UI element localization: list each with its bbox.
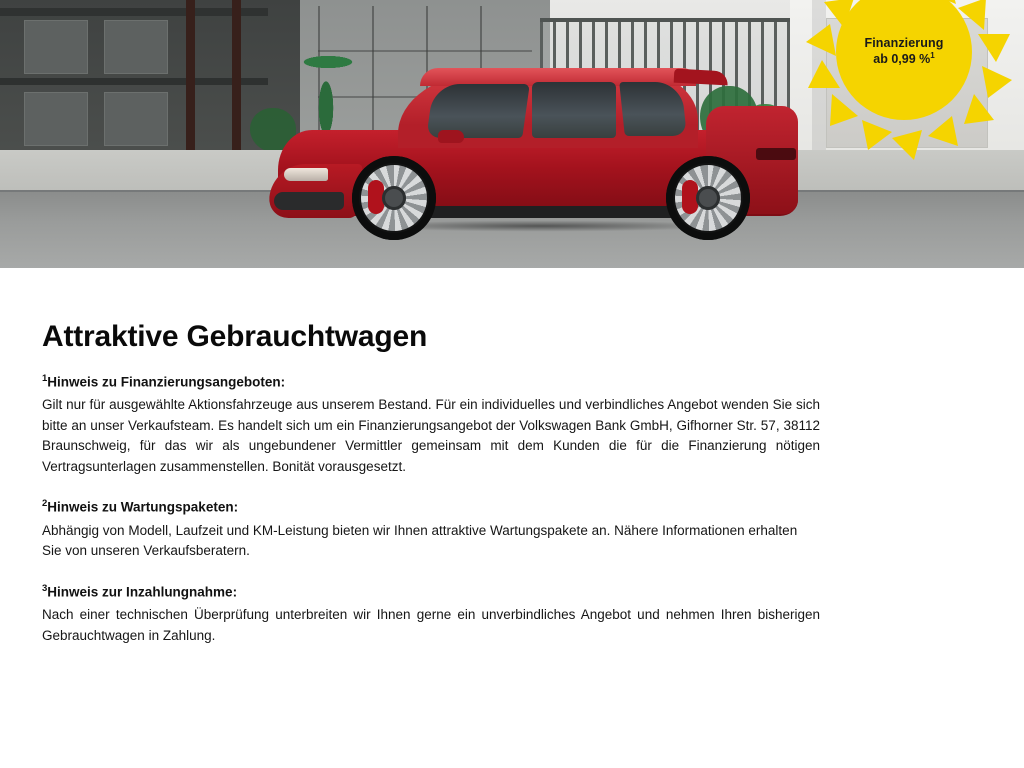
car-mirror [438, 130, 464, 143]
notes-list [42, 372, 820, 646]
note-tradein-heading [42, 582, 820, 602]
page-title: Attraktive Gebrauchtwagen [42, 320, 428, 354]
car-front-window [532, 82, 616, 138]
note-maintenance-heading [42, 497, 820, 517]
note-maintenance-marker: 2 [42, 498, 48, 510]
note-financing-body: Gilt nur für ausgewählte Aktionsfahrzeuge aus unserem Bestand. Für ein individuelles und verbindliches Angebot wenden Sie sich bitte an unser Verkaufsteam. Es handelt sich um ein Finanzierungsangebot der Volkswagen Bank GmbH, Gifhorner Str. 57, 38112 Braunschweig, für das wir als ungebundener Vermittler gemeinsam mit dem Kunden die für die Finanzierung nötigen Vertragsunterlagen zusammenstellen. Bonität vorausgesetzt. [42, 397, 820, 474]
pillar-1 [186, 0, 195, 150]
hero-image [0, 0, 1024, 268]
rear-hub [696, 186, 720, 210]
note-financing-heading [42, 372, 820, 392]
content-area [0, 268, 1024, 768]
badge-footnote: 1 [930, 51, 935, 61]
finanzierung-badge[interactable] [788, 0, 1018, 170]
note-tradein-marker: 3 [42, 582, 48, 594]
badge-line-1: Finanzierung [864, 35, 944, 50]
car-grille [274, 192, 344, 210]
car-golf-gti [270, 60, 810, 240]
balcony-rail-lower [0, 78, 268, 85]
note-maintenance [42, 497, 820, 561]
note-tradein [42, 582, 820, 646]
front-hub [382, 186, 406, 210]
note-maintenance-body: Abhängig von Modell, Laufzeit und KM-Leistung bieten wir Ihnen attraktive Wartungspakete an. Nähere Informationen erhalten Sie von unseren Verkaufsberatern. [42, 522, 798, 559]
car-front-wheel [352, 156, 436, 240]
window-left-3 [24, 92, 88, 146]
badge-line-2 [873, 51, 934, 68]
car-rear-wheel [666, 156, 750, 240]
window-left-1 [24, 20, 88, 74]
badge-line-2-text: ab 0,99 % [873, 52, 931, 67]
car-headlight [284, 168, 328, 181]
note-tradein-heading-text: Hinweis zur Inzahlungnahme: [47, 584, 238, 600]
window-left-2 [104, 20, 168, 74]
balcony-rail-upper [0, 8, 268, 16]
car-spoiler [674, 69, 729, 86]
note-financing-marker: 1 [42, 373, 48, 384]
note-maintenance-heading-text: Hinweis zu Wartungspaketen: [47, 499, 239, 515]
note-tradein-body: Nach einer technischen Überprüfung unterbreiten wir Ihnen gerne ein unverbindliches Angebot und nehmen Ihren bisherigen Gebrauchtwagen in Zahlung. [42, 607, 820, 643]
note-financing-heading-text: Hinweis zu Finanzierungsangeboten: [47, 374, 286, 390]
window-left-4 [104, 92, 168, 146]
pillar-2 [232, 0, 241, 150]
note-financing [42, 372, 820, 477]
